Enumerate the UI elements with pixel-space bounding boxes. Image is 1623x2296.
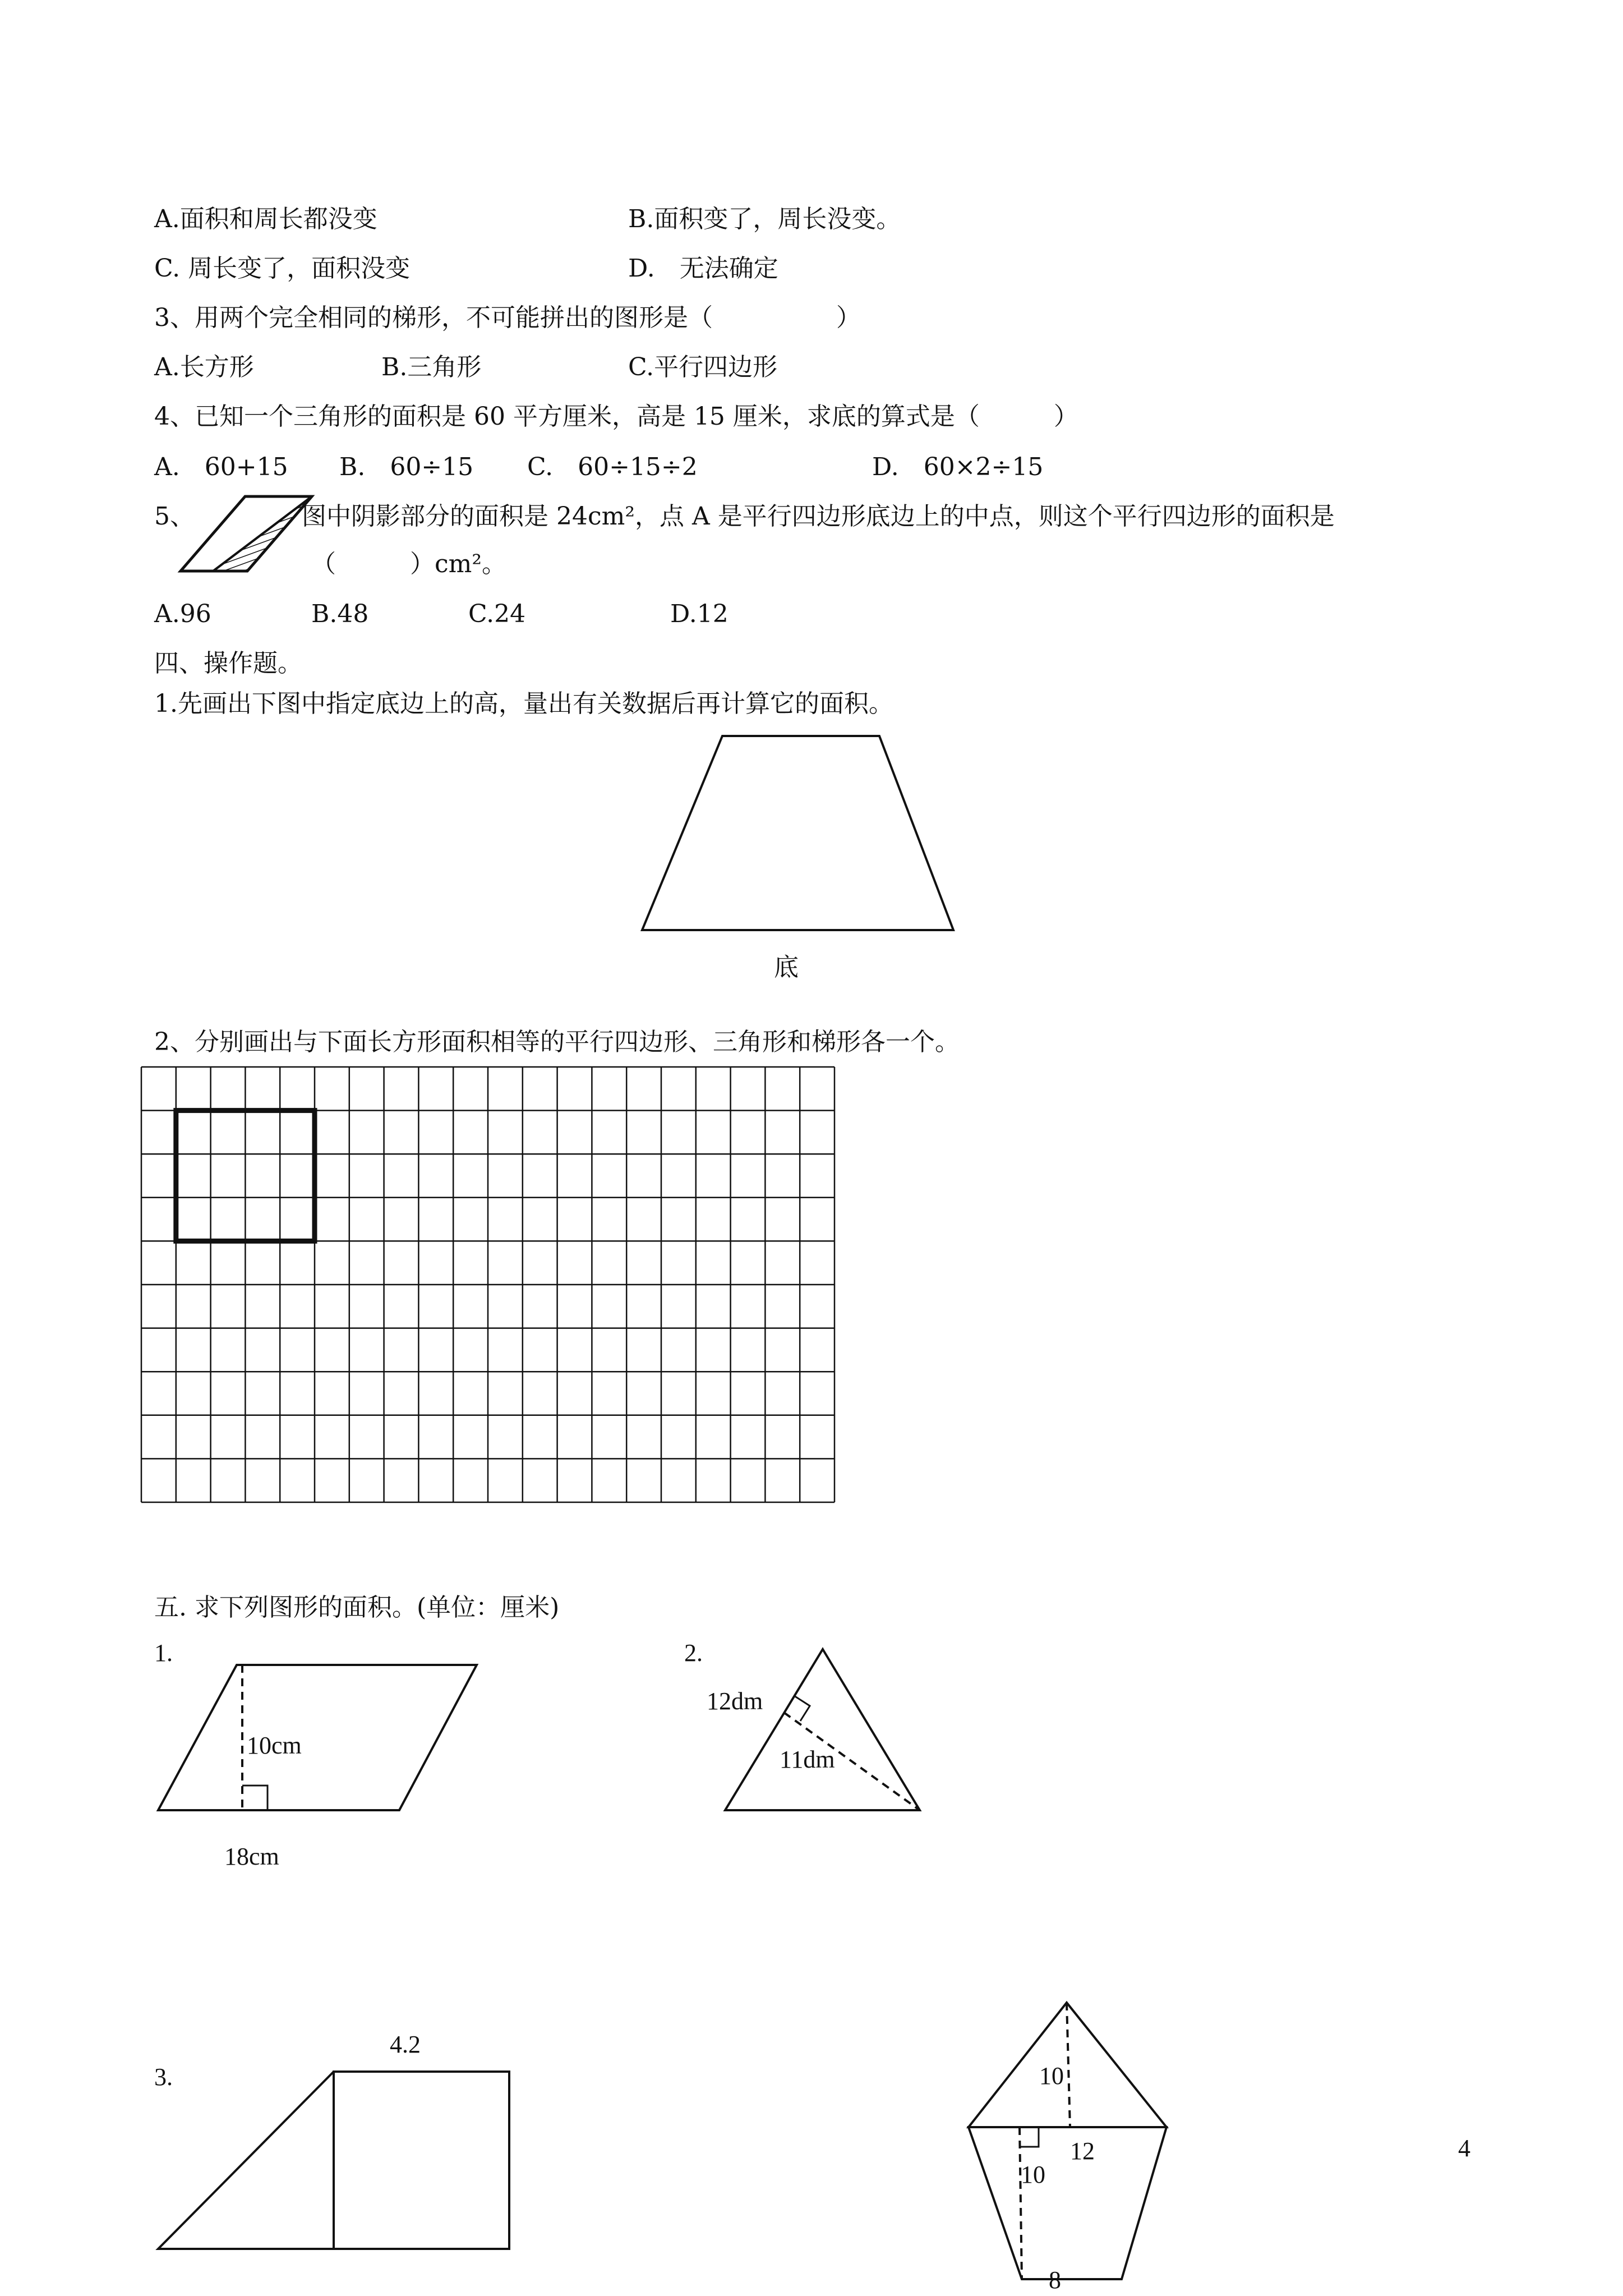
fig4-trap-height: [1020, 2127, 1022, 2279]
section4-q1: 1.先画出下图中指定底边上的高，量出有关数据后再计算它的面积。: [154, 689, 893, 718]
q4-stem: 4、已知一个三角形的面积是 60 平方厘米，高是 15 厘米，求底的算式是（ ）: [154, 402, 1078, 431]
q4-option-b: B. 60÷15: [339, 453, 474, 481]
fig4-tri-height-label: 10: [1039, 2062, 1064, 2090]
fig4-bottom-label: 8: [1049, 2266, 1061, 2294]
q4-option-a: A. 60+15: [154, 453, 288, 481]
section4-title: 四、操作题。: [154, 649, 302, 678]
fig3-number: 3.: [154, 2063, 173, 2091]
fig4-trapezoid: [969, 2127, 1166, 2279]
trapezoid-base-label: 底: [774, 953, 799, 982]
q5-option-d: D.12: [670, 600, 728, 628]
q3-option-c: C.平行四边形: [628, 353, 778, 381]
q2-option-d: D. 无法确定: [628, 254, 778, 283]
q3-option-a: A.长方形: [154, 353, 254, 381]
fig3-top-label: 4.2: [390, 2031, 421, 2058]
fig2-side-label: 12dm: [707, 1687, 763, 1715]
q5-stem-line2: （ ）cm²。: [311, 550, 507, 578]
fig2-number: 2.: [684, 1639, 703, 1667]
section5-title: 五. 求下列图形的面积。(单位：厘米): [154, 1593, 560, 1622]
fig4-right-angle: [1020, 2127, 1039, 2147]
section4-q2: 2、分别画出与下面长方形面积相等的平行四边形、三角形和梯形各一个。: [154, 1028, 960, 1056]
q2-option-c: C. 周长变了，面积没变: [154, 254, 411, 283]
fig1-number: 1.: [154, 1639, 173, 1667]
q4-option-c: C. 60÷15÷2: [527, 453, 698, 481]
q5-option-c: C.24: [468, 600, 526, 628]
fig4-tri-height: [1067, 2003, 1070, 2127]
page-number: 4: [1458, 2134, 1470, 2162]
fig4-shared-label: 12: [1070, 2137, 1095, 2165]
fig2-height-label: 11dm: [780, 1746, 835, 1773]
fig1-base-label: 18cm: [224, 1843, 279, 1870]
q4-option-d: D. 60×2÷15: [872, 453, 1044, 481]
q5-number: 5、: [154, 502, 195, 531]
fig1-height-label: 10cm: [247, 1732, 302, 1759]
q3-stem: 3、用两个完全相同的梯形，不可能拼出的图形是（ ）: [154, 303, 861, 332]
q2-option-b: B.面积变了，周长没变。: [628, 205, 901, 233]
q5-stem-line1: 图中阴影部分的面积是 24cm²，点 A 是平行四边形底边上的中点，则这个平行四边形的面积是: [302, 502, 1335, 531]
q5-option-b: B.48: [311, 600, 369, 628]
q2-option-a: A.面积和周长都没变: [154, 205, 377, 233]
q3-option-b: B.三角形: [381, 353, 482, 381]
q5-option-a: A.96: [154, 600, 211, 628]
fig4-trap-height-label: 10: [1021, 2161, 1045, 2188]
